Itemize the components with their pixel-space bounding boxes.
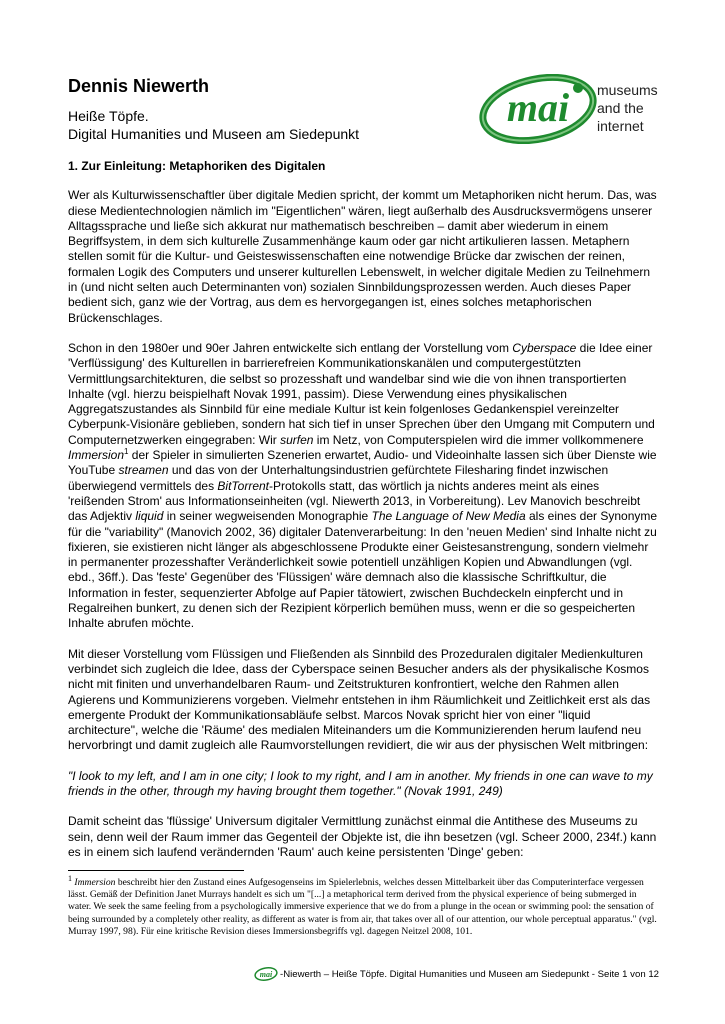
footnote-term: Immersion [74,877,116,888]
paper-title: Heiße Töpfe. [68,108,149,124]
logo-line-1: museums [597,82,658,98]
logo-letters: mai [506,85,570,130]
footnote-text: beschreibt hier den Zustand eines Aufgesogenseins im Spielerlebnis, welches dessen Mittelbarkeit über das Computerinterface vergessen lässt. Gemäß der Definition Janet Murrays handelt es sich um "[...] a metaphorical term derived from the physical experience of being submerged in water. We seek the same feeling from a psychologically immersive experience that we do from a plunge in the ocean or swimming pool: the sensation of being surrounded by a completely other reality, as different as water is from air, that takes over all of our attention, our whole perceptual apparatus." (vgl. Murray 1997, 98). Für eine kritische Revision dieses Immersionsbegriffs vgl. dagegen Neitzel 2008, 101. [68,877,657,937]
section-heading: 1. Zur Einleitung: Metaphoriken des Digitalen [68,159,326,173]
logo-line-3: internet [597,118,644,134]
page-footer [245,966,659,982]
footnote-number: 1 [68,873,72,883]
paper-subtitle: Digital Humanities und Museen am Siedepunkt [68,126,360,142]
footer-text: -Niewerth – Heiße Töpfe. Digital Humanities und Museen am Siedepunkt - Seite 1 von 12 [280,968,659,980]
paragraph-2: Schon in den 1980er und 90er Jahren entwickelte sich entlang der Vorstellung vom Cyberspace die Idee einer 'Verflüssigung' des Kulturellen in barrierefreien Kommunikationskanälen und computergestützten Vermittlungsarchitekturen, die selbst so prozesshaft und wandelbar sind wie die von ihnen transportierten Inhalte (vgl. hierzu beispielhaft Novak 1991, passim). Diese Verwendung eines physikalischen Aggregatszustandes als Sinnbild für eine mediale Kultur ist kein folgenloses Gedankenspiel vereinzelter Cyberpunk-Visionäre geblieben, sondern hat sich tief in unser Sprechen über den Umgang mit Computern und Computernetzwerken eingegraben: Wir surfen im Netz, von Computerspielen wird die immer vollkommenere Immersion$^1$ der Spieler in simulierten Szenerien erwartet, Audio- und Videoinhalte lassen sich über Dienste wie YouTube streamen und das von der Unterhaltungsindustrien gefürchtete Filesharing findet inzwischen überwiegend vermittels des BitTorrent-Protokolls statt, das wörtlich ja nichts anderes meint als eines 'reißenden Strom' aus Informationseinheiten (vgl. Niewerth 2013, in Vorbereitung). Lev Manovich beschreibt das Adjektiv liquid in seiner wegweisenden Monographie The Language of New Media als eines der Synonyme für die "variability" (Manovich 2002, 36) digitaler Datenverarbeitung: In den 'neuen Medien' sind Inhalte nicht zu fixieren, sie existieren nicht länger als abgeschlossene Produkte einer Geistesanstrengung, sondern vielmehr in permanenter prozesshafter Veränderlichkeit sowie potentiell unzähligen Kopien und Abwandlungen (vgl. ebd., 36ff.). Das 'feste' Gegenüber des 'Flüssigen' wäre demnach also die klassische Schriftkultur, die Information in fester, sequenzierter Abfolge auf Papier tätowiert, zwischen Buchdeckeln einpfercht und in Regalreihen bunkert, zu denen sich der Rezipient körperlich bemühen muss, wenn er die so gespeicherten Inhalte abrufen möchte. [68,340,658,631]
body-text [68,159,658,875]
page-header [68,74,668,154]
author-name: Dennis Niewerth [68,76,210,96]
paragraph-4: Damit scheint das 'flüssige' Universum digitaler Vermittlung zunächst einmal die Antithese des Museums zu sein, denn weil der Raum immer das Gegenteil der Objekte ist, die ihn besetzen (vgl. Scheer 2000, 234f.) kann es in einem sich laufend verändernden 'Raum' auch keine persistenten 'Dinge' geben: [68,814,657,859]
mai-logo-icon [478,74,598,144]
block-quote: "I look to my left, and I am in one city; I look to my right, and I am in another. My friends in one can wave to my friends in the other, through my having brought them together." (Novak 1991, 249) [68,768,653,798]
paragraph-3: Mit dieser Vorstellung vom Flüssigen und Fließenden als Sinnbild des Prozeduralen digitaler Medienkulturen verbindet sich zugleich die Idee, dass der Cyberspace seinen Besucher anders als der physikalische Kosmos nicht mit finiten und unverhandelbaren Raum- und Zeitstrukturen konfrontiert, welche den Rahmen allen Agierens und Kommunizierens vorgeben. Vielmehr entstehen in ihm Räumlichkeit und Zeitlichkeit erst als das emergente Produkt der Kommunikationsabläufe selbst. Marcos Novak spricht hier von einer "liquid architecture", welche die 'Räume' des medialen Miteinanders um die Kommunizierenden herum laufend neu hervorbringt und damit zugleich alle Raumvorstellungen revidiert, die wir aus der physischen Welt mitbringen: [68,646,651,753]
footer-logo-icon [254,967,278,981]
footnote-1 [68,873,658,938]
paragraph-1: Wer als Kulturwissenschaftler über digitale Medien spricht, der kommt um Metaphoriken nicht herum. Das, was diese Medientechnologien nämlich im "Eigentlichen" wären, liegt außerhalb des Ausdrucksvermögens unserer Alltagssprache und ließe sich akkurat nur mathematisch beschreiben – damit aber wiederum in einem Begriffsystem, in dem sich kulturelle Zusammenhänge kaum oder gar nicht artikulieren lassen. Metaphern stellen somit für die Kultur- und Geisteswissenschaften eine notwendige Brücke dar zwischen der reinen, formalen Logik des Computers und unserer kulturellen Lebenswelt, in welcher digitale Medien zu Teilnehmern in (und nicht selten auch Determinanten von) sozialen Sinnbildungsprozessen werden. Auch dieses Paper bedient sich, ganz wie der Vortrag, aus dem es hervorgegangen ist, eines solches metaphorischen Brückenschlages. [68,188,657,325]
svg-text:mai: mai [259,970,273,979]
logo-wordmark [597,81,658,135]
logo-line-2: and the [597,100,644,116]
footnote-ref[interactable]: 1 [124,447,129,457]
footnote-divider [68,870,244,871]
